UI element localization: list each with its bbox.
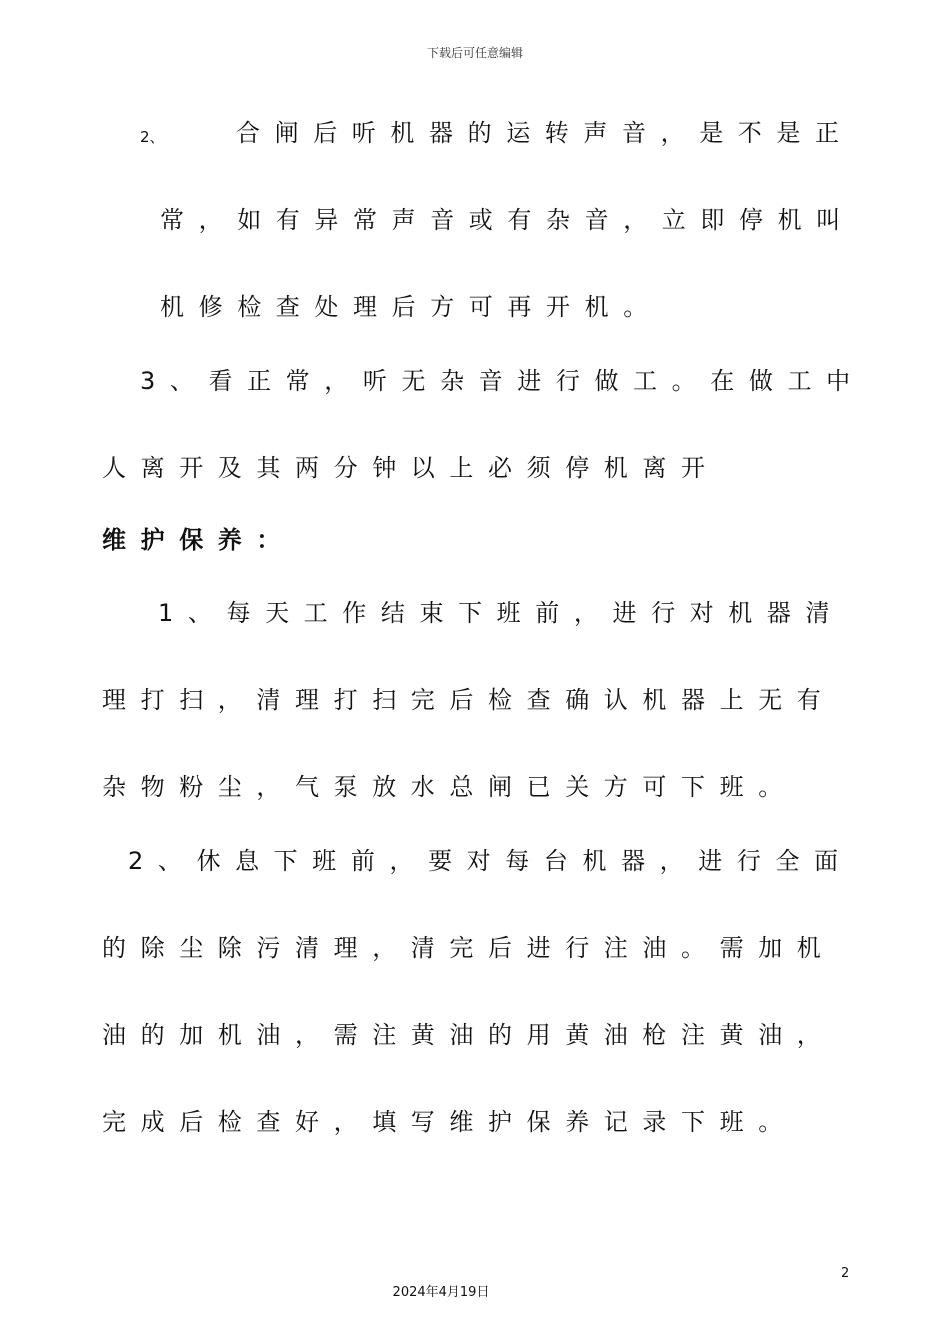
text-line-7: 1、每天工作结束下班前，进行对机器清 (158, 599, 845, 627)
text-line-5: 人离开及其两分钟以上必须停机离开 (102, 454, 720, 482)
page-header: 下载后可任意编辑 (426, 46, 523, 60)
text-line-3: 机修检查处理后方可再开机。 (160, 293, 662, 321)
page-footer-date: 2024年4月19日 (392, 1285, 490, 1300)
section-heading-maintenance: 维护保养： (102, 526, 295, 554)
text-line-10: 2、休息下班前，要对每台机器，进行全面 (128, 847, 853, 875)
text-line-12: 油的加机油，需注黄油的用黄油枪注黄油， (102, 1021, 836, 1049)
text-line-1: 合闸后听机器的运转声音，是不是正 (236, 119, 854, 147)
text-line-8: 理打扫，清理打扫完后检查确认机器上无有 (102, 686, 836, 714)
list-number-2: 2、 (140, 128, 165, 146)
text-line-4: 3、看正常，听无杂音进行做工。在做工中 (140, 367, 865, 395)
text-line-11: 的除尘除污清理，清完后进行注油。需加机 (102, 934, 836, 962)
page-number: 2 (841, 1266, 850, 1281)
text-line-13: 完成后检查好，填写维护保养记录下班。 (102, 1108, 797, 1136)
text-line-2: 常，如有异常声音或有杂音，立即停机叫 (160, 206, 855, 234)
text-line-9: 杂物粉尘，气泵放水总闸已关方可下班。 (102, 773, 797, 801)
